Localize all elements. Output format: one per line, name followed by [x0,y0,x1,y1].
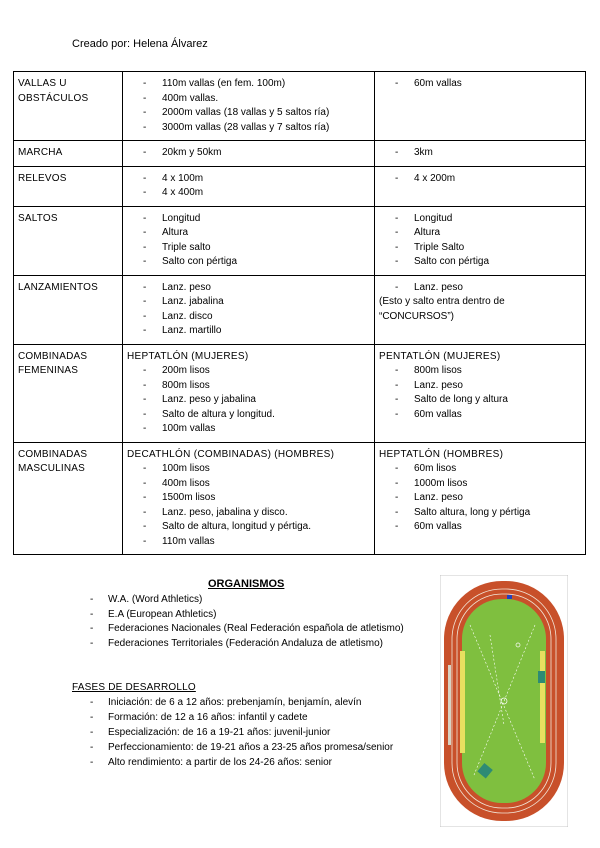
events-list [379,364,581,422]
indoor-events-cell [375,275,586,344]
table-row [14,141,586,167]
event-item: - 60m vallas [379,520,581,535]
event-item: - Lanz. peso [379,491,581,506]
indoor-events-cell [375,141,586,167]
category-cell [14,141,123,167]
category-cell [14,344,123,442]
event-item: - Salto altura, long y pértiga [379,506,581,521]
event-item: - Lanz. disco [127,310,370,325]
table-row [14,166,586,206]
athletics-track-illustration [440,575,568,827]
organismos-list [90,593,430,651]
event-item: - Altura [127,226,370,241]
indoor-events-cell [375,206,586,275]
event-item: - 60m lisos [379,462,581,477]
fase-item: - Alto rendimiento: a partir de los 24-26 años: senior [90,755,435,770]
event-item: - Longitud [379,212,581,227]
event-item: - 100m vallas [127,422,370,437]
fases-list [90,695,435,770]
event-item: - 60m vallas [379,408,581,423]
indoor-events-cell [375,442,586,555]
events-list [127,364,370,437]
category-label: VALLAS U [18,78,67,89]
event-item: - Lanz. peso y jabalina [127,393,370,408]
olympic-events-cell [123,275,375,344]
olympic-events-cell [123,72,375,141]
event-item: - Salto de altura, longitud y pértiga. [127,520,370,535]
table-row [14,442,586,555]
event-item: - Longitud [127,212,370,227]
event-item: - 400m vallas. [127,92,370,107]
event-item: - Salto de altura y longitud. [127,408,370,423]
organismo-item: - Federaciones Territoriales (Federación Andaluza de atletismo) [90,637,430,652]
olympic-events-cell [123,166,375,206]
organismo-item: - W.A. (Word Athletics) [90,593,430,608]
event-item: - 110m vallas [127,535,370,550]
event-item: - Triple salto [127,241,370,256]
event-item: - 110m vallas (en fem. 100m) [127,77,370,92]
event-item: - Salto con pértiga [379,255,581,270]
events-header: HEPTATLÓN (HOMBRES) [379,448,504,460]
organismo-item: - E.A (European Athletics) [90,608,430,623]
events-list [379,462,581,535]
category-label: COMBINADAS [18,350,88,362]
fase-item: - Especialización: de 16 a 19-21 años: juvenil-junior [90,725,435,740]
fase-item: - Formación: de 12 a 16 años: infantil y cadete [90,710,435,725]
event-item: - 3km [379,146,581,161]
event-item: - 20km y 50km [127,146,370,161]
organismos-title: ORGANISMOS [208,578,285,590]
olympic-events-cell [123,206,375,275]
events-list [127,212,370,270]
olympic-events-cell [123,442,375,555]
category-cell [14,166,123,206]
events-list [379,146,581,161]
event-item: - 3000m vallas (28 vallas y 7 saltos ría) [127,121,370,136]
event-item: - Triple Salto [379,241,581,256]
organismo-item: - Federaciones Nacionales (Real Federación española de atletismo) [90,622,430,637]
indoor-events-cell [375,72,586,141]
category-cell [14,442,123,555]
events-list [127,77,370,135]
table-row [14,344,586,442]
category-cell [14,275,123,344]
event-item: - 100m lisos [127,462,370,477]
category-label: FEMENINAS [18,365,79,376]
event-item: - 200m lisos [127,364,370,379]
fase-item: - Perfeccionamiento: de 19-21 años a 23-25 años promesa/senior [90,740,435,755]
events-list [379,77,581,92]
event-item: - Lanz. jabalina [127,295,370,310]
event-item: - 4 x 100m [127,172,370,187]
olympic-events-cell [123,141,375,167]
events-list [379,281,581,296]
event-item: - 800m lisos [379,364,581,379]
events-header: PENTATLÓN (MUJERES) [379,350,501,362]
event-item: - Lanz. peso [379,379,581,394]
event-item: - Lanz. peso, jabalina y disco. [127,506,370,521]
event-item: - Salto de long y altura [379,393,581,408]
event-item: - 1500m lisos [127,491,370,506]
category-label: RELEVOS [18,172,67,184]
fases-title: FASES DE DESARROLLO [72,682,196,693]
event-item: - Lanz. peso [127,281,370,296]
table-row [14,206,586,275]
events-list [127,146,370,161]
events-header: DECATHLÓN (COMBINADAS) (HOMBRES) [127,448,335,460]
event-item: - 400m lisos [127,477,370,492]
events-list [127,281,370,339]
category-label: MARCHA [18,147,63,158]
event-item: - Lanz. martillo [127,324,370,339]
category-label: COMBINADAS [18,448,88,460]
event-item: - Altura [379,226,581,241]
event-item: - 2000m vallas (18 vallas y 5 saltos ría) [127,106,370,121]
events-note: (Esto y salto entra dentro de “CONCURSOS”) [379,296,505,322]
events-list [379,172,581,187]
olympic-events-cell [123,344,375,442]
table-row [14,72,586,141]
event-item: - 1000m lisos [379,477,581,492]
events-header: HEPTATLÓN (MUJERES) [127,350,249,362]
indoor-events-cell [375,166,586,206]
category-label: SALTOS [18,212,58,224]
event-item: - Salto con pértiga [127,255,370,270]
events-list [127,462,370,549]
category-cell [14,72,123,141]
event-item: - 4 x 400m [127,186,370,201]
category-label: LANZAMIENTOS [18,281,99,293]
table-row [14,275,586,344]
indoor-events-cell [375,344,586,442]
event-item: - Lanz. peso [379,281,581,296]
category-label: MASCULINAS [18,463,86,474]
event-item: - 4 x 200m [379,172,581,187]
fase-item: - Iniciación: de 6 a 12 años: prebenjamín, benjamín, alevín [90,695,435,710]
author-line: Creado por: Helena Álvarez [72,38,208,50]
event-item: - 60m vallas [379,77,581,92]
event-item: - 800m lisos [127,379,370,394]
category-label: OBSTÁCULOS [18,92,89,104]
events-list [127,172,370,201]
category-cell [14,206,123,275]
events-list [379,212,581,270]
events-table [13,71,586,555]
